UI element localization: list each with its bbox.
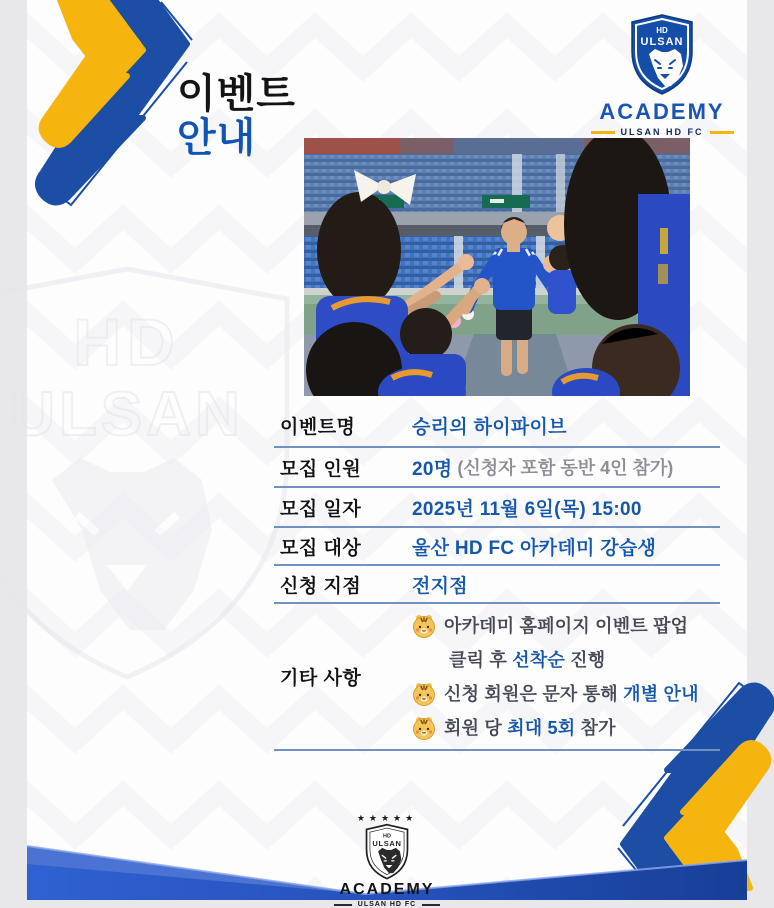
row-label: 모집 인원 [280,458,362,480]
other-bullets [412,603,699,751]
yellow-dash-right [710,131,734,134]
academy-subtitle: ULSAN HD FC [620,127,704,137]
yellow-dash-left [591,131,615,134]
club-shield-outline-icon [363,824,411,880]
svg-text:HD: HD [656,26,668,35]
tiger-emoji-icon [412,614,436,638]
row-note: (신청자 포함 동반 4인 참가) [457,458,674,478]
row-label: 모집 대상 [280,537,362,559]
dark-dash-right [422,904,440,906]
row-label: 기타 사항 [280,668,362,689]
event-info-table [274,405,720,751]
academy-logo-top [582,14,742,137]
table-row-other [274,604,720,751]
row-label: 이벤트명 [280,417,356,438]
bullet-item-continuation: 클릭 후 선착순 진행 [449,649,606,670]
tiger-emoji-icon [412,682,436,706]
table-row-event-name [274,405,720,448]
row-value: 승리의 하이파이브 [412,417,567,438]
svg-text:ULSAN: ULSAN [640,36,684,48]
event-poster [10,0,747,908]
row-value: 20명 [412,458,453,480]
svg-text:ULSAN: ULSAN [372,838,402,848]
academy-wordmark: ACADEMY [339,881,435,898]
stars-row: ★★★★★ [356,813,418,823]
row-value: 전지점 [412,575,468,597]
table-row-target [274,528,720,566]
row-value: 울산 HD FC 아카데미 강습생 [412,537,657,559]
event-photo [304,138,690,396]
bullet-item: 신청 회원은 문자 통해 개별 안내 [412,677,699,711]
academy-logo-bottom [312,814,462,908]
table-row-capacity [274,448,720,488]
svg-text:ULSAN: ULSAN [10,380,244,449]
title-line-2: 안내 [177,116,257,160]
club-shield-icon [629,14,695,96]
row-value: 2025년 11월 6일(목) 15:00 [412,498,642,520]
bullet-item: 아카데미 홈페이지 이벤트 팝업 [412,609,699,643]
svg-text:HD: HD [73,305,181,379]
row-label: 신청 지점 [280,575,362,597]
tiger-emoji-icon [412,716,436,740]
row-label: 모집 일자 [280,498,362,520]
table-row-date [274,488,720,528]
dark-dash-left [334,904,352,906]
bullet-item: 회원 당 최대 5회 참가 [412,711,699,745]
academy-subtitle: ULSAN HD FC [357,901,417,908]
page-title [177,72,296,160]
academy-wordmark: ACADEMY [599,99,725,124]
title-line-1: 이벤트 [177,72,296,116]
svg-text:HD: HD [383,833,391,840]
table-row-branch [274,566,720,604]
